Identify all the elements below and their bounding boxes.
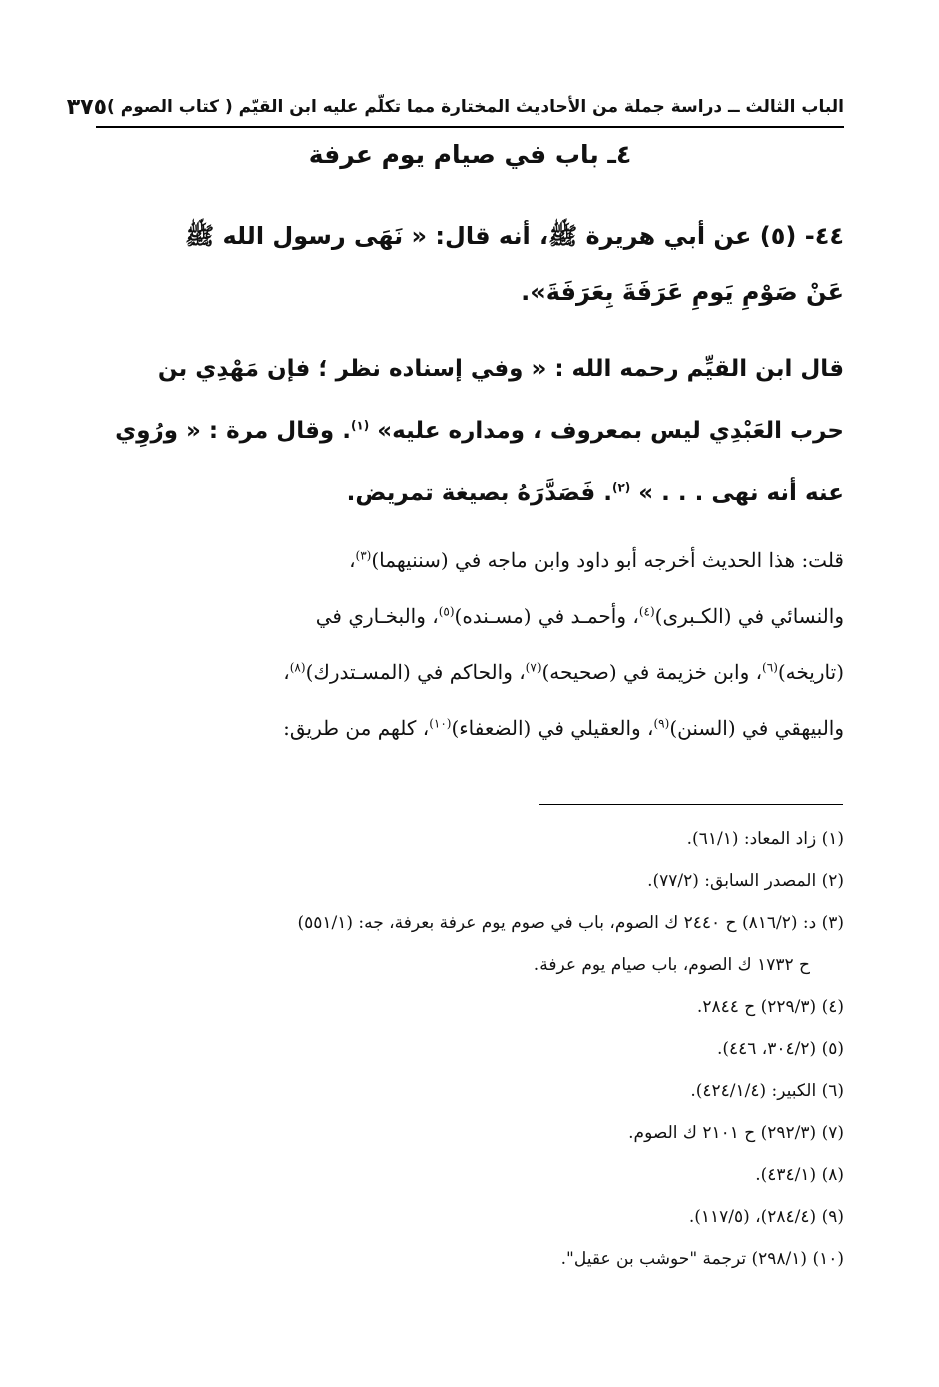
- quote-text: حرب العَبْدِي ليس بمعروف ، ومداره عليه»: [369, 418, 844, 444]
- quote-text: . وقال مرة : « ورُوِي: [115, 418, 351, 444]
- footnote-item: (٨) (٤٣٤/١).: [755, 1165, 844, 1185]
- page-number: ٣٧٥: [66, 94, 108, 120]
- commentary-line-3: [96, 644, 844, 700]
- footnote-item: (١٠) (٢٩٨/١) ترجمة "حوشب بن عقيل".: [560, 1249, 844, 1269]
- footnote-ref[interactable]: (٨): [289, 660, 306, 675]
- chapter-title: ٤ـ باب في صيام يوم عرفة: [308, 140, 632, 169]
- footnote-item: (٩) (٢٨٤/٤)، (١١٧/٥).: [688, 1207, 844, 1227]
- commentary-line-1: [96, 532, 844, 588]
- footnotes: [96, 818, 844, 1280]
- commentary-line-4: [96, 700, 844, 756]
- commentary-text: والنسائي في (الكـبرى): [654, 604, 844, 628]
- commentary-text: ،: [283, 660, 290, 684]
- footnote-ref[interactable]: (١): [350, 418, 370, 433]
- footnote-ref[interactable]: (١٠): [429, 716, 452, 731]
- running-header: [66, 88, 844, 128]
- commentary-text: ، كلهم من طريق:: [283, 716, 430, 740]
- commentary-text: ، وابن خزيمة في (صحيحه): [541, 660, 763, 684]
- footnote-item: (٥) (٣٠٤/٢، ٤٤٦).: [716, 1039, 844, 1059]
- footnote-item-continuation: ح ١٧٣٢ ك الصوم، باب صيام يوم عرفة.: [533, 955, 810, 975]
- commentary-text: ، وأحمـد في (مسـنده): [454, 604, 639, 628]
- footnote-separator: [539, 804, 843, 805]
- commentary-text: ، والحاكم في (المسـتدرك): [305, 660, 526, 684]
- commentary-paragraph: [96, 532, 844, 756]
- hadith-line-2: عَنْ صَوْمِ يَومِ عَرَفَةَ بِعَرَفَةَ».: [521, 278, 844, 306]
- header-title: الباب الثالث ــ دراسة جملة من الأحاديث المختارة مما تكلّم عليه ابن القيّم ( كتاب الصوم ): [107, 97, 844, 117]
- footnote-ref[interactable]: (٤): [638, 604, 655, 619]
- commentary-line-2: [96, 588, 844, 644]
- footnote-item: (٢) المصدر السابق: (٧٧/٢).: [647, 871, 844, 891]
- quote-line-2: [96, 400, 844, 462]
- footnote-ref[interactable]: (٦): [762, 660, 778, 675]
- footnote-ref[interactable]: (٧): [525, 660, 542, 675]
- commentary-text: والبيهقي في (السنن): [669, 716, 844, 740]
- commentary-text: ، والعقيلي في (الضعفاء): [451, 716, 654, 740]
- footnote-item: (٤) (٢٢٩/٣) ح ٢٨٤٤.: [696, 997, 844, 1017]
- commentary-text: ، والبخـاري في: [315, 604, 439, 628]
- hadith-text: [96, 208, 844, 320]
- commentary-text: ،: [349, 548, 356, 572]
- quote-line-1: قال ابن القيِّم رحمه الله : « وفي إسناده نظر ؛ فإن مَهْدِي بن: [157, 356, 844, 382]
- commentary-text: (تاريخه): [777, 660, 844, 684]
- footnote-ref[interactable]: (٢): [611, 480, 631, 495]
- ibn-qayyim-quote: [96, 338, 844, 524]
- footnote-item: (٦) الكبير: (٤٢٤/١/٤).: [690, 1081, 844, 1101]
- footnote-item: (٧) (٢٩٢/٣) ح ٢١٠١ ك الصوم.: [628, 1123, 844, 1143]
- quote-line-3: [96, 462, 844, 524]
- footnote-ref[interactable]: (٩): [653, 716, 670, 731]
- hadith-line-1: ٤٤- (٥) عن أبي هريرة ﷺ، أنه قال: « نَهَى رسول الله ﷺ: [185, 222, 844, 250]
- commentary-text: قلت: هذا الحديث أخرجه أبو داود وابن ماجه في (سننيهما): [371, 548, 844, 572]
- footnote-ref[interactable]: (٥): [438, 604, 455, 619]
- footnote-item: (٣) د: (٨١٦/٢) ح ٢٤٤٠ ك الصوم، باب في صوم يوم عرفة بعرفة، جه: (٥٥١/١): [297, 913, 844, 933]
- quote-text: عنه أنه نهى . . . »: [630, 480, 844, 506]
- quote-text: . فَصَدَّرَهُ بصيغة تمريض.: [346, 480, 612, 506]
- footnote-item: (١) زاد المعاد: (٦١/١).: [686, 829, 844, 849]
- footnote-ref[interactable]: (٣): [355, 548, 372, 563]
